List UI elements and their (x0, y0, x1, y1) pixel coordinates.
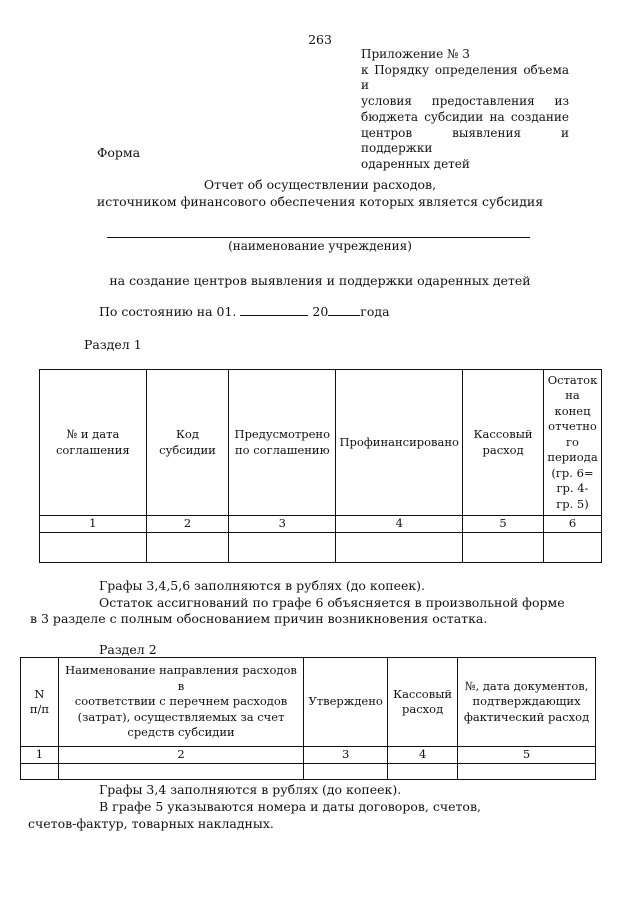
table-cell (229, 532, 336, 562)
appendix-line: одаренных детей (361, 156, 470, 171)
report-title-line: Отчет об осуществлении расходов, (203, 177, 437, 192)
header-text: подтверждающих (472, 694, 581, 709)
header-text: соответствии с перечнем расходов (74, 694, 288, 709)
header-financed (336, 370, 463, 516)
header-text: гр. 4- (556, 481, 589, 496)
header-planned (229, 370, 336, 516)
header-approved (304, 658, 388, 747)
header-text: расход (402, 702, 444, 716)
header-text: (затрат), осуществляемых за счет (77, 709, 285, 724)
column-number-row (21, 747, 596, 764)
column-number: 2 (146, 516, 229, 533)
header-text: конец (554, 403, 591, 418)
header-text: N (34, 686, 45, 701)
purpose-line: на создание центров выявления и поддержки одаренных детей (109, 273, 531, 288)
header-text: на (565, 388, 580, 403)
column-number-row (40, 516, 602, 533)
section2-note: Графы 3,4 заполняются в рублях (до копеек). (99, 782, 402, 797)
form-label: Форма (97, 145, 141, 160)
column-number: 2 (58, 747, 303, 764)
column-number: 5 (458, 747, 596, 764)
table-row (21, 763, 596, 779)
header-text: №, дата документов, (464, 678, 589, 693)
header-text: го (566, 434, 579, 449)
header-text: расход (482, 442, 524, 457)
report-title (0, 176, 640, 210)
section2-table (20, 657, 596, 780)
header-text: № и дата (66, 427, 120, 441)
column-number: 6 (543, 516, 601, 533)
column-number: 3 (304, 747, 388, 764)
section1-title: Раздел 1 (84, 337, 142, 352)
table-cell (146, 532, 229, 562)
year-blank (328, 303, 360, 316)
institution-caption: (наименование учреждения) (228, 239, 412, 253)
table-cell (458, 763, 596, 779)
header-text: п/п (29, 702, 50, 716)
header-text: Предусмотрено (234, 427, 331, 441)
table-row (40, 532, 602, 562)
as-of-suffix: года (360, 304, 390, 319)
header-text: гр. 5) (556, 496, 589, 511)
section1-table (39, 369, 602, 563)
header-text: Кассовый (473, 427, 533, 441)
month-blank (240, 303, 308, 316)
section2-title: Раздел 2 (99, 642, 157, 657)
section1-note: в 3 разделе с полным обоснованием причин возникновения остатка. (30, 611, 488, 626)
table-cell (21, 763, 59, 779)
header-cash-expense (463, 370, 544, 516)
section1-note: Остаток ассигнований по графе 6 объясняется в произвольной форме (99, 595, 565, 610)
header-subsidy-code (146, 370, 229, 516)
header-agreement (40, 370, 147, 516)
header-text: Утверждено (308, 694, 383, 709)
header-text: отчетно (548, 419, 597, 434)
section2-note: счетов-фактур, товарных накладных. (28, 816, 274, 831)
appendix-header (361, 47, 569, 173)
appendix-title: Приложение № 3 (361, 47, 470, 61)
header-balance (543, 370, 601, 516)
section1-note: Графы 3,4,5,6 заполняются в рублях (до копеек). (99, 578, 426, 593)
header-text: Профинансировано (339, 434, 459, 449)
column-number: 1 (21, 747, 59, 764)
header-text: Остаток (547, 372, 598, 387)
header-text: фактический расход (463, 709, 590, 724)
appendix-line: центров выявления и поддержки (361, 125, 569, 156)
institution-name-line (107, 237, 530, 238)
header-number (21, 658, 59, 747)
header-documents (458, 658, 596, 747)
appendix-line: условия предоставления из (361, 94, 569, 109)
section2-note: В графе 5 указываются номера и даты договоров, счетов, (99, 799, 481, 814)
header-text: средств субсидии (127, 725, 235, 740)
table-cell (388, 763, 458, 779)
table-cell (463, 532, 544, 562)
table-header-row (40, 370, 602, 516)
table-cell (336, 532, 463, 562)
table-cell (40, 532, 147, 562)
table-cell (58, 763, 303, 779)
page-number: 263 (308, 32, 332, 47)
header-expense-direction (58, 658, 303, 747)
column-number: 3 (229, 516, 336, 533)
column-number: 4 (336, 516, 463, 533)
appendix-line: к Порядку определения объема и (361, 62, 569, 93)
header-text: Кассовый (393, 686, 453, 701)
header-cash-expense (388, 658, 458, 747)
header-text: Наименование направления расходов в (65, 663, 297, 693)
appendix-line: бюджета субсидии на создание (361, 109, 569, 124)
report-title-line: источником финансового обеспечения которых является субсидия (96, 194, 544, 209)
header-text: соглашения (55, 442, 130, 457)
year-prefix: 20 (312, 304, 329, 319)
header-text: по соглашению (234, 442, 330, 457)
table-header-row (21, 658, 596, 747)
as-of-prefix: По состоянию на 01. (99, 304, 237, 319)
column-number: 4 (388, 747, 458, 764)
column-number: 1 (40, 516, 147, 533)
header-text: (гр. 6= (551, 465, 594, 480)
header-text: периода (547, 450, 598, 465)
column-number: 5 (463, 516, 544, 533)
header-text: субсидии (159, 442, 216, 457)
as-of-date (99, 303, 390, 319)
table-cell (543, 532, 601, 562)
table-cell (304, 763, 388, 779)
header-text: Код (176, 427, 199, 441)
